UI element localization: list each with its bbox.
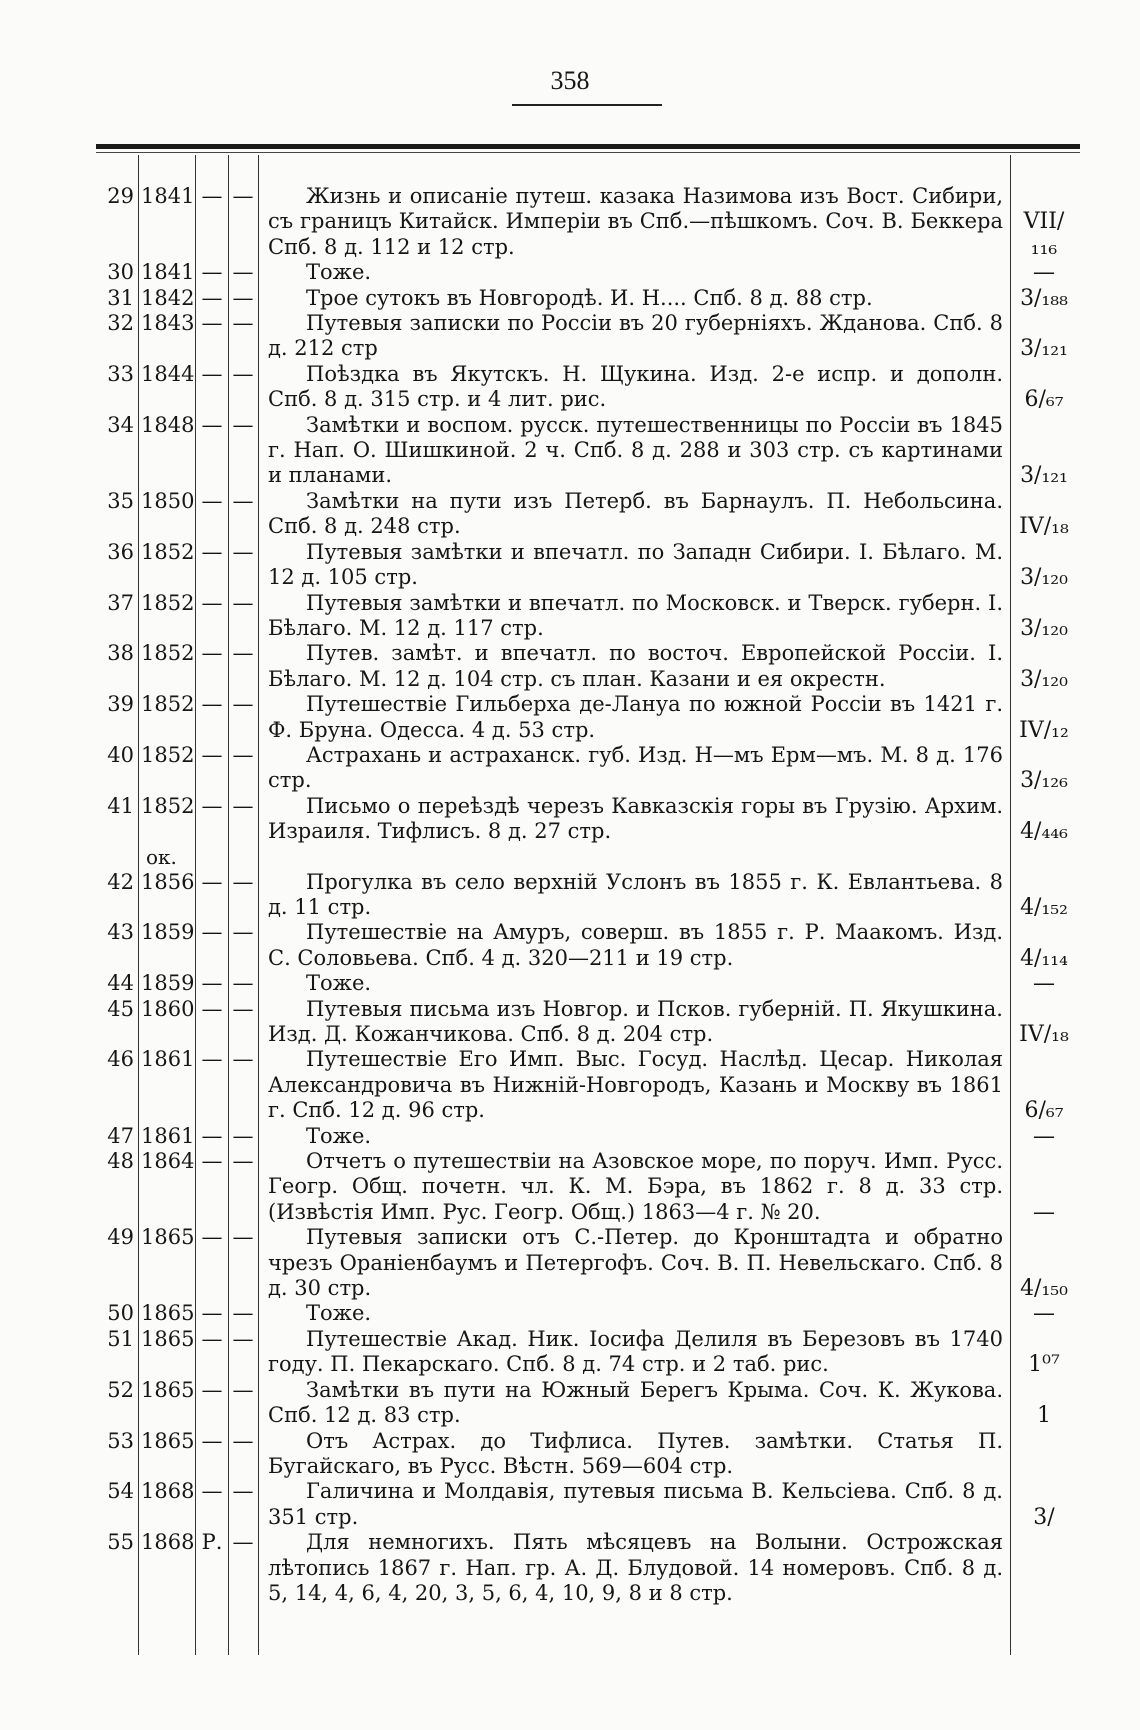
entry-dash: — (232, 971, 254, 996)
entry-year: 1844 (141, 361, 195, 386)
entry-description: Путешествіе Акад. Ник. Іосифа Делиля въ Березовъ въ 1740 году. П. Пекарскаго. Спб. 8 д. 74 стр. и 2 таб. рис. (268, 1326, 1003, 1377)
header-rule-thick (96, 144, 1080, 149)
entry-description: Для немногихъ. Пять мѣсяцевъ на Волыни. Острожская лѣтопись 1867 г. Нап. гр. А. Д. Блудовой. 14 номеровъ. Спб. 8 д. 5, 14, 4, 6, 4, 20, 3, 5, 6, 4, 10, 9, 8 и 8 стр. (268, 1530, 1003, 1605)
entry-mark: — (201, 1326, 223, 1351)
entry-description: Трое сутокъ въ Новгородѣ. И. Н.... Спб. 8 д. 88 стр. (306, 285, 873, 310)
entry-description: Путешествіе Его Имп. Выс. Госуд. Наслѣд. Цесар. Николая Александровича въ Нижній-Новгородъ, Казань и Москву въ 1861 г. Спб. 12 д. 96 стр. (268, 1047, 1003, 1123)
entry-number: 32 (107, 311, 134, 336)
entry-year: 1864 (141, 1149, 195, 1174)
entry-mark: Р. (201, 1530, 223, 1555)
entry-dash: — (232, 488, 254, 513)
entry-number: 54 (107, 1479, 134, 1504)
entry-reference: 3/₁₂₁ (1020, 336, 1068, 362)
table-row (0, 1047, 1140, 1123)
entry-number: 43 (107, 920, 134, 945)
entry-reference: 1 (1037, 1403, 1051, 1429)
table-row (0, 540, 1140, 591)
entry-dash: — (232, 1225, 254, 1250)
entry-mark: — (201, 590, 223, 615)
entry-dash: — (232, 1530, 254, 1555)
table-row (0, 1124, 1140, 1149)
entry-reference: IV/₁₂ (1019, 717, 1069, 743)
entry-dash: — (232, 793, 254, 818)
entry-dash: — (232, 641, 254, 666)
entry-mark: — (201, 971, 223, 996)
entry-year: 1859 (141, 971, 195, 996)
header-rule-thin (96, 152, 1080, 153)
entry-description: Тоже. (306, 971, 372, 996)
entry-description: Путевыя замѣтки и впечатл. по Западн Сибири. І. Бѣлаго. М. 12 д. 105 стр. (268, 539, 1003, 590)
entry-number: 55 (107, 1530, 134, 1555)
entry-number: 47 (107, 1123, 134, 1148)
entry-reference: 3/ (1033, 1504, 1055, 1530)
entry-mark: — (201, 1377, 223, 1402)
table-row (0, 1225, 1140, 1301)
entry-year: 1861 (141, 1123, 195, 1148)
entry-description: Тоже. (306, 1123, 372, 1148)
entry-year: 1865 (141, 1377, 195, 1402)
table-row (0, 286, 1140, 311)
entry-reference: 3/₁₂₁ (1020, 463, 1068, 489)
table-row (0, 870, 1140, 921)
entry-dash: — (232, 361, 254, 386)
entry-number: 41 (107, 793, 134, 818)
page-number-underline (512, 104, 662, 106)
entry-reference: 4/₄₄₆ (1020, 819, 1068, 845)
entry-year: 1865 (141, 1225, 195, 1250)
entry-description: Поѣздка въ Якутскъ. Н. Щукина. Изд. 2-е испр. и дополн. Спб. 8 д. 315 стр. и 4 лит. рис. (268, 361, 1003, 412)
entry-mark: — (201, 996, 223, 1021)
entry-description: Тоже. (306, 260, 372, 285)
entry-year: 1865 (141, 1428, 195, 1453)
entry-mark: — (201, 1479, 223, 1504)
entry-dash: — (232, 285, 254, 310)
entry-number: 40 (107, 742, 134, 767)
entry-year: 1848 (141, 412, 195, 437)
entry-number: 45 (107, 996, 134, 1021)
entry-mark: — (201, 793, 223, 818)
table-row (0, 1378, 1140, 1429)
entry-year: 1852 (141, 539, 195, 564)
entry-mark: — (201, 539, 223, 564)
entry-reference: — (1033, 260, 1055, 286)
entry-year: 1852 (141, 641, 195, 666)
entry-dash: — (232, 1428, 254, 1453)
table-row (0, 794, 1140, 845)
entry-mark: — (201, 488, 223, 513)
entry-number: 37 (107, 590, 134, 615)
entry-number: 38 (107, 641, 134, 666)
entry-dash: — (232, 412, 254, 437)
entry-reference: VII/₁₁₆ (1023, 209, 1065, 260)
entry-description: Замѣтки въ пути на Южный Берегъ Крыма. Соч. К. Жукова. Спб. 12 д. 83 стр. (268, 1377, 1003, 1428)
entry-year: 1860 (141, 996, 195, 1021)
entry-year: 1852 (141, 590, 195, 615)
table-row (0, 362, 1140, 413)
entry-year: 1868 (141, 1530, 195, 1555)
entry-year: 1843 (141, 311, 195, 336)
entry-dash: — (232, 1047, 254, 1072)
entry-dash: — (232, 996, 254, 1021)
entry-description: Отчетъ о путешествіи на Азовское море, по поруч. Имп. Русс. Геогр. Общ. почетн. чл. К. М. Бэра, въ 1862 г. 8 д. 33 стр. (Извѣстія Имп. Рус. Геогр. Общ.) 1863—4 г. № 20. (268, 1149, 1003, 1224)
entry-number: 52 (107, 1377, 134, 1402)
entry-number: 34 (107, 412, 134, 437)
entry-reference: 6/₆₇ (1024, 1098, 1064, 1124)
entry-reference: — (1033, 1199, 1055, 1225)
entry-dash: — (232, 1123, 254, 1148)
entry-dash: — (232, 1149, 254, 1174)
entry-dash: — (232, 1326, 254, 1351)
entry-description: Галичина и Молдавія, путевыя письма В. Кельсіева. Спб. 8 д. 351 стр. (268, 1479, 1003, 1529)
entry-mark: — (201, 361, 223, 386)
entry-number: 44 (107, 971, 134, 996)
approx-marker-row (0, 845, 1140, 870)
entry-year: 1859 (141, 920, 195, 945)
entry-description: Прогулка въ село верхній Услонъ въ 1855 г. К. Евлантьева. 8 д. 11 стр. (268, 869, 1003, 919)
entry-number: 29 (107, 184, 134, 208)
entry-year: 1852 (141, 742, 195, 767)
entry-dash: — (232, 260, 254, 285)
entry-description: Путевыя записки отъ С.-Петер. до Кронштадта и обратно чрезъ Ораніенбаумъ и Петергофъ. Соч. В. П. Невельскаго. Спб. 8 д. 30 стр. (268, 1225, 1003, 1301)
table-row (0, 692, 1140, 743)
entry-reference: — (1033, 971, 1055, 997)
entry-reference: 4/₁₁₄ (1020, 945, 1068, 971)
entry-mark: — (201, 869, 223, 894)
entry-description: Путешествіе Гильберха де-Лануа по южной Россіи въ 1421 г. Ф. Бруна. Одесса. 4 д. 53 стр. (268, 692, 1003, 742)
entry-mark: — (201, 1428, 223, 1453)
entry-description: Замѣтки на пути изъ Петерб. въ Барнаулъ. П. Небольсина. Спб. 8 д. 248 стр. (268, 488, 1003, 539)
entry-year: 1865 (141, 1326, 195, 1351)
entry-mark: — (201, 1301, 223, 1326)
entry-reference: 4/₁₅₂ (1020, 894, 1068, 920)
entry-dash: — (232, 184, 254, 208)
table-row (0, 1479, 1140, 1530)
entry-year: 1841 (141, 184, 195, 208)
table-row (0, 184, 1140, 260)
entry-mark: — (201, 285, 223, 310)
entry-dash: — (232, 1301, 254, 1326)
table-row (0, 489, 1140, 540)
table-row (0, 1429, 1140, 1480)
entry-mark: — (201, 1149, 223, 1174)
entry-reference: IV/₁₈ (1019, 514, 1069, 540)
entry-number: 53 (107, 1428, 134, 1453)
table-row (0, 311, 1140, 362)
entry-year: 1841 (141, 260, 195, 285)
entry-number: 35 (107, 488, 134, 513)
entry-number: 50 (107, 1301, 134, 1326)
entry-number: 42 (107, 869, 134, 894)
entry-number: 36 (107, 539, 134, 564)
table-row (0, 591, 1140, 642)
entry-year: 1842 (141, 285, 195, 310)
table-row (0, 413, 1140, 489)
entry-reference: 3/₁₂₀ (1020, 565, 1068, 591)
entry-mark: — (201, 311, 223, 336)
entry-reference: IV/₁₈ (1019, 1022, 1069, 1047)
entry-year: 1861 (141, 1047, 195, 1072)
table-row (0, 1327, 1140, 1378)
entry-number: 51 (107, 1326, 134, 1351)
entry-description: Путешествіе на Амуръ, соверш. въ 1855 г. Р. Маакомъ. Изд. С. Соловьева. Спб. 4 д. 320—211 и 19 стр. (268, 920, 1003, 970)
entry-mark: — (201, 1225, 223, 1250)
entry-year: 1856 (141, 869, 195, 894)
entry-number: 46 (107, 1047, 134, 1072)
entry-description: Астрахань и астраханск. губ. Изд. Н—мъ Ерм—мъ. М. 8 д. 176 стр. (268, 742, 1003, 793)
entry-number: 30 (107, 260, 134, 285)
entry-description: Путев. замѣт. и впечатл. по восточ. Европейской Россіи. І. Бѣлаго. М. 12 д. 104 стр. съ план. Казани и ея окрестн. (268, 641, 1003, 691)
entry-reference: — (1033, 1123, 1055, 1149)
table-row (0, 1530, 1140, 1606)
page-number: 358 (550, 66, 590, 95)
entry-number: 49 (107, 1225, 134, 1250)
entry-mark: — (201, 1047, 223, 1072)
entry-dash: — (232, 742, 254, 767)
table-row (0, 1149, 1140, 1225)
entry-dash: — (232, 311, 254, 336)
entry-year: 1852 (141, 793, 195, 818)
entry-reference: 3/₁₈₈ (1020, 285, 1068, 311)
approx-marker: ок. (146, 844, 177, 869)
table-row (0, 743, 1140, 794)
entry-mark: — (201, 920, 223, 945)
entry-dash: — (232, 1479, 254, 1504)
entry-mark: — (201, 641, 223, 666)
entry-mark: — (201, 692, 223, 717)
entry-description: Жизнь и описаніе путеш. казака Назимова изъ Вост. Сибири, съ границъ Китайск. Имперіи въ Спб.—пѣшкомъ. Соч. В. Беккера Спб. 8 д. 112 и 12 стр. (268, 184, 1003, 259)
entry-number: 39 (107, 692, 134, 717)
entry-reference: 3/₁₂₆ (1020, 768, 1068, 794)
table-row (0, 997, 1140, 1048)
entry-dash: — (232, 692, 254, 717)
entry-description: Письмо о переѣздѣ черезъ Кавказскія горы въ Грузію. Архим. Израиля. Тифлисъ. 8 д. 27 стр. (268, 793, 1003, 844)
entry-number: 31 (107, 285, 134, 310)
entry-reference: — (1033, 1301, 1055, 1327)
entry-number: 48 (107, 1149, 134, 1174)
entry-year: 1865 (141, 1301, 195, 1326)
entry-reference: 4/₁₅₀ (1020, 1276, 1068, 1302)
entry-number: 33 (107, 361, 134, 386)
entry-mark: — (201, 742, 223, 767)
entry-description: Тоже. (306, 1301, 372, 1326)
entry-dash: — (232, 869, 254, 894)
entry-reference: 3/₁₂₀ (1020, 666, 1068, 692)
entry-year: 1852 (141, 692, 195, 717)
table-row (0, 1301, 1140, 1326)
entry-mark: — (201, 260, 223, 285)
entry-reference: 6/₆₇ (1024, 387, 1064, 413)
entry-year: 1850 (141, 488, 195, 513)
entry-reference: 1⁰⁷ (1028, 1352, 1060, 1378)
entry-dash: — (232, 539, 254, 564)
table-row (0, 260, 1140, 285)
entry-description: Замѣтки и воспом. русск. путешественницы по Россіи въ 1845 г. Нап. О. Шишкиной. 2 ч. Спб. 8 д. 288 и 303 стр. съ картинами и планами. (268, 412, 1003, 488)
entry-dash: — (232, 1377, 254, 1402)
entry-year: 1868 (141, 1479, 195, 1504)
entry-mark: — (201, 184, 223, 208)
entry-description: Путевыя письма изъ Новгор. и Псков. губерній. П. Якушкина. Изд. Д. Кожанчикова. Спб. 8 д. 204 стр. (268, 996, 1003, 1046)
table-row (0, 641, 1140, 692)
bibliography-table (0, 184, 1140, 1606)
entry-mark: — (201, 412, 223, 437)
entry-dash: — (232, 590, 254, 615)
entry-description: Отъ Астрах. до Тифлиса. Путев. замѣтки. Статья П. Бугайскаго, въ Русс. Вѣстн. 569—604 стр. (268, 1428, 1003, 1478)
entry-dash: — (232, 920, 254, 945)
entry-description: Путевыя замѣтки и впечатл. по Московск. и Тверск. губерн. І. Бѣлаго. М. 12 д. 117 стр. (268, 590, 1003, 640)
entry-reference: 3/₁₂₀ (1020, 615, 1068, 641)
entry-description: Путевыя записки по Россіи въ 20 губерніяхъ. Жданова. Спб. 8 д. 212 стр (268, 311, 1003, 361)
table-row (0, 920, 1140, 971)
table-row (0, 971, 1140, 996)
entry-mark: — (201, 1123, 223, 1148)
